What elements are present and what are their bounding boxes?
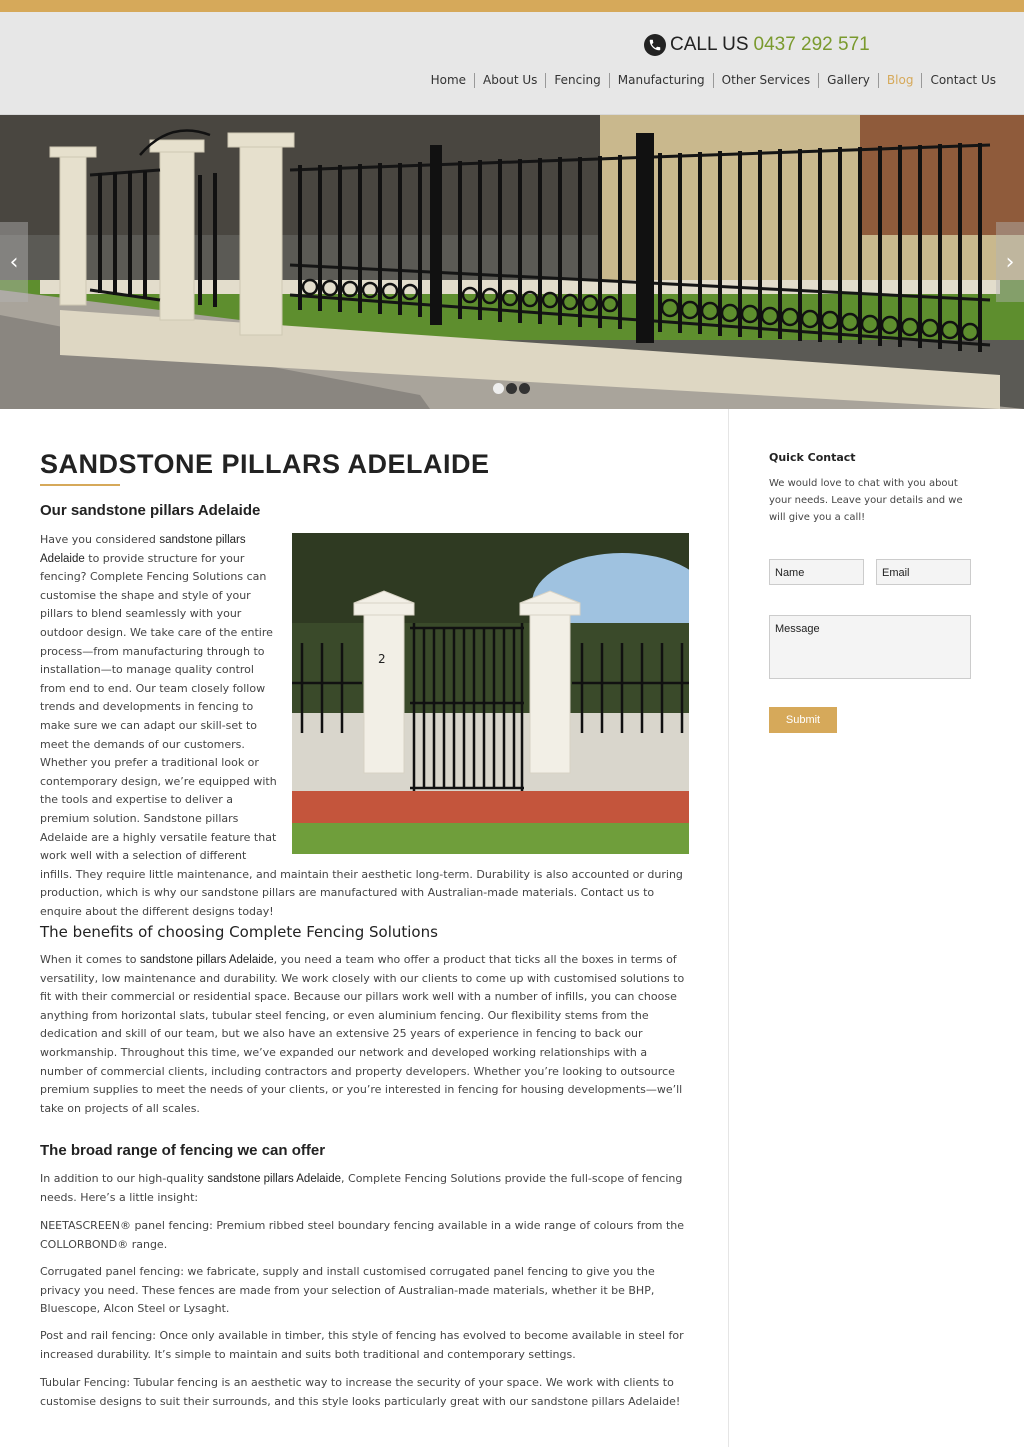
- title-underline: [40, 484, 120, 486]
- slider-next-button[interactable]: [996, 222, 1024, 302]
- slider-dot[interactable]: [493, 383, 504, 394]
- range-text-start: In addition to our high-quality: [40, 1172, 208, 1185]
- chevron-right-icon: ›: [1005, 249, 1015, 275]
- phone-number[interactable]: 0437 292 571: [753, 34, 870, 55]
- slider-prev-button[interactable]: [0, 222, 28, 302]
- top-accent-bar: [0, 0, 1024, 12]
- heading-benefits: The benefits of choosing Complete Fencing Solutions: [40, 923, 438, 941]
- benefits-text-start: When it comes to: [40, 953, 140, 966]
- hero-image: [0, 115, 1024, 409]
- site-header: [0, 12, 1024, 115]
- corrugated-paragraph: Corrugated panel fencing: we fabricate, supply and install customised corrugated panel fencing to give you the privacy you need. These fences are made from your selection of Australian-made materials, whether it be BHP, Bluescope, Alcon Steel or Lysaght.: [40, 1265, 655, 1316]
- nav-other-services[interactable]: Other Services: [714, 73, 820, 88]
- content-divider: [728, 409, 729, 1447]
- email-field[interactable]: Email: [876, 559, 971, 585]
- phone-icon: [644, 34, 666, 56]
- call-us-label: CALL US: [670, 34, 749, 55]
- slider-dot[interactable]: [519, 383, 530, 394]
- intro-text-start: Have you considered: [40, 533, 160, 546]
- submit-button[interactable]: Submit: [769, 707, 837, 733]
- call-us[interactable]: [644, 34, 870, 56]
- gate-number: 2: [378, 652, 386, 666]
- benefits-keyword: sandstone pillars Adelaide: [139, 954, 274, 966]
- pillar-gate-photo: [292, 533, 689, 854]
- quick-contact-title: Quick Contact: [769, 451, 856, 464]
- heading-our-pillars: Our sandstone pillars Adelaide: [40, 502, 261, 519]
- range-paragraph: [40, 1170, 690, 1207]
- range-keyword: sandstone pillars Adelaide: [207, 1173, 342, 1185]
- neetascreen-paragraph: NEETASCREEN® panel fencing: Premium ribbed steel boundary fencing available in a wide range of colours from the COLLORBOND® range.: [40, 1219, 684, 1251]
- intro-keyword: sandstone pillars Adelaide: [40, 534, 246, 565]
- hero-slider: [0, 115, 1024, 409]
- post-rail-paragraph: Post and rail fencing: Once only available in timber, this style of fencing has evolved to become available in steel for increased durability. It’s simple to maintain and suits both traditional and contemporary settings.: [40, 1329, 684, 1361]
- slider-dots: [493, 383, 530, 394]
- page-title: SANDSTONE PILLARS ADELAIDE: [40, 449, 490, 479]
- nav-fencing[interactable]: Fencing: [546, 73, 609, 88]
- tubular-paragraph: Tubular Fencing: Tubular fencing is an aesthetic way to increase the security of your space. We work with clients to customise designs to suit their surrounds, and this style looks particularly great with our sandstone pillars Adelaide!: [40, 1376, 681, 1408]
- heading-range: The broad range of fencing we can offer: [40, 1142, 326, 1159]
- nav-home[interactable]: Home: [423, 73, 475, 88]
- main-nav: [423, 73, 996, 88]
- nav-contact-us[interactable]: Contact Us: [930, 73, 996, 87]
- benefits-paragraph: [40, 951, 690, 1118]
- intro-text-rest: to provide structure for your fencing? Complete Fencing Solutions can customise the shape and style of your pillars to blend seamlessly with your outdoor design. We take care of the entire process—from manufacturing through to installation—to manage quality control from end to end. Our team closely follow trends and developments in fencing to make sure we can adapt our skill-set to meet the demands of our customers. Whether you prefer a traditional look or contemporary design, we’re equipped with the tools and expertise to deliver a premium solution. Sandstone pillars Adelaide are a highly versatile feature that work well with a selection of different infills. They require little maintenance, and maintain their aesthetic long-term. Durability is also accounted or during production, which is why our sandstone pillars are manufactured with Australian-made materials. Contact us to enquire about the different designs today!: [40, 551, 683, 918]
- slider-dot[interactable]: [506, 383, 517, 394]
- message-field[interactable]: Message: [769, 615, 971, 679]
- nav-about-us[interactable]: About Us: [475, 73, 546, 88]
- quick-contact-text: We would love to chat with you about your needs. Leave your details and we will give you a call!: [769, 478, 963, 523]
- chevron-left-icon: ‹: [9, 249, 19, 275]
- benefits-text-rest: , you need a team who offer a product that ticks all the boxes in terms of versatility, low maintenance and durability. We work closely with our clients to come up with customised solutions to fit with their commercial or residential space. Because our pillars work well with a number of infills, you can choose anything from horizontal slats, tubular steel fencing, or even aluminium fencing. Our flexibility stems from the dedication and skill of our team, but we also have an extensive 25 years of experience in fencing to back our workmanship. Throughout this time, we’ve expanded our network and developed working relationships with a number of commercial clients, including contractors and property developers. Whether you’re looking to outsource premium supplies to meet the needs of your clients, or you’re interested in fencing for housing developments—we’ll take on projects of all scales.: [40, 953, 685, 1115]
- name-field[interactable]: Name: [769, 559, 864, 585]
- content-area: [0, 409, 1024, 1447]
- nav-gallery[interactable]: Gallery: [819, 73, 879, 88]
- nav-blog[interactable]: Blog: [879, 73, 923, 88]
- nav-manufacturing[interactable]: Manufacturing: [610, 73, 714, 88]
- range-text-rest: , Complete Fencing Solutions provide the full-scope of fencing needs. Here’s a little insight:: [40, 1172, 683, 1204]
